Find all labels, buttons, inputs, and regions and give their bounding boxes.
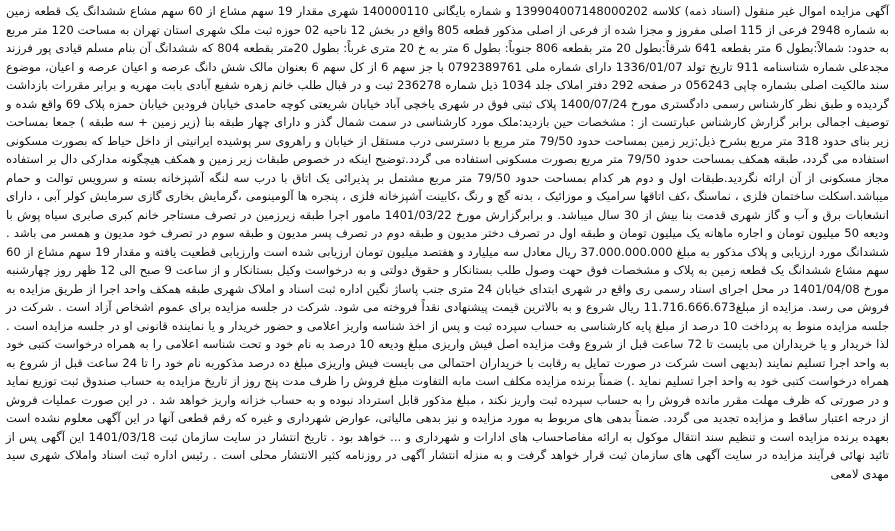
notice-body: کلاسه 139904007148000202 و شماره بایگانی 140000110 شهری مقدار 19 سهم مشاع از 60 سهم مشاع ششدانگ یک قطعه زمین به شماره 2948 فرعی از 115 اصلی مفروز و مجزا شده از فرعی از اصلی مذکور قطعه 805 واقع در بخش 12 ناحیه 02 حوزه ثبت ملک شهری استان تهران به مساحت 120 متر مربع به حدود: شمالاً:بطول 6 متر بقطعه 641 شرقاً:بطول 20 متر بقطعه 806 جنوباً: بطول 6 متر به خ 20 متری غرباً: بطول 20متر بقطعه 804 که ششدانگ آن بنام مسلم قیادی پور فرزند مجدعلی شماره شناسنامه 911 تاریخ تولد 1336/01/07 دارای شماره ملی 0792389761 با جز سهم 6 از کل سهم 6 بعنوان مالک شش دانگ عرصه و اعیان عرصه و اعیان، موضوع سند مالکیت اصلی بشماره چاپی 056243 در صفحه 292 دفتر املاک جلد 1034 ذیل شماره 236278 ثبت و در قبال طلب خانم زهره شفیع آبادی بابت مهریه و برابر مقررات بازداشت گردیده و طبق نظر کارشناس رسمی دادگستری مورخ 1400/07/24 پلاک ثبتی فوق در شهری یاخچی آباد خیابان شریعتی کوچه حامدی خیابان فرودین خیابان حمزه پلاک 69 واقع شده و توصیف اجمالی برابر گزارش کارشناس عبارتست از : مشخصات حین بازدید:ملک مورد کارشناسی در سمت شمال گذر و دارای چهار طبقه بنا (زیر زمین + سه طبقه ) جمعا بمساحت زیر بنای حدود 318 متر مربع بشرح ذیل:زیر زمین بمساحت حدود 79/50 متر مربع با دسترسی درب مستقل از خیابان و راهروی سر پوشیده ایرانیتی از داخل حیاط که بصورت مسکونی استفاده می گردد، طبقه همکف بمساحت حدود 79/50 متر مربع بصورت مسکونی استفاده می گردد.توضیح اینکه در خصوص طبقات زیر زمین و همکف هیچگونه مدارکی دال بر استفاده مجاز مسکونی از آن ارائه نگردید.طبقات اول و دوم هر کدام بمساحت حدود 79/50 متر مربع مشتمل بر پذیرائی یک اتاق با درب سه لنگه آشپزخانه بسته و سرویس توالت و حمام میباشد.اسکلت ساختمان فلزی ، نماسنگ ،کف اتاقها سرامیک و موزائیک ، بدنه گچ و رنگ ،کابینت آشپزخانه فلزی ، پنجره ها آلومینومی ،گرمایش بخاری گازی سرمایش کولر آبی ، دارای انشعابات برق و آب و گاز شهری قدمت بنا بیش از 30 سال میباشد. و برابرگزارش مورخ 1401/03/22 مامور اجرا طبقه زیرزمین در تصرف مستاجر خانم کبری صابری سیاه پوش با ودیعه 50 میلیون تومان و اجاره ماهانه یک میلیون تومان و طبقه اول در تصرف دختر مدیون و طبقه دوم در تصرف پسر مدیون و طبقه سوم در تصرف خود مدیون و همسر می باشد . ششدانگ مورد ارزیابی و پلاک مذکور به مبلغ 37.000.000.000 ریال معادل سه میلیارد و هفتصد میلیون تومان ارزیابی شده است وارزیابی قطعیت یافته و مقدار 19 سهم مشاع از 60 سهم مشاع ششدانگ یک قطعه زمین به پلاک و مشخصات فوق حهت وصول طلب بستانکار و حقوق دولتی و به درخواست وکیل بستانکار و از ساعت 9 صبح الی 12 ظهر روز چهارشنبه مورخ 1401/04/08 در محل اجرای اسناد رسمی ری واقع در شهری ابتدای خیابان 24 متری جنب پاساژ نگین اداره ثبت اسناد و املاک شهری طبقه همکف واحد اجرا از طریق مزایده به فروش می رسد. مزایده از مبلغ11.716.666.673 ریال شروع و به بالاترین قیمت پیشنهادی نقداً فروخته می شود. شرکت در جلسه مزایده برای عموم اشخاص آزاد است . شرکت در جلسه مزایده منوط به پرداخت 10 درصد از مبلغ پایه کارشناسی به حساب سپرده ثبت و پس از اخذ شناسه واریز اعلامی و حضور خریدار و یا نماینده قانونی او در جلسه مزایده است . لذا خریدار و یا خریداران می بایست تا 72 ساعت قبل از شروع وقت مزایده اصل فیش واریزی مبلغ ودیعه 10 درصد به نام خود و تحت شناسه اعلامی را به همراه درخواست کتبی خود به واحد اجرا تسلیم نمایند (بدیهی است شرکت در صورت تمایل به رقابت با خریداران احتمالی می بایست فیش واریزی مبلغ ده درصد مذکوربه نام خود را تا 24 ساعت قبل از شروع به همراه درخواست کتبی خود به واحد اجرا تسلیم نماید .) ضمناً برنده مزایده مکلف است مابه التفاوت مبلغ فروش را ظرف مدت پنج روز از تاریخ مزایده به حساب صندوق ثبت توزیع نماید و در صورتی که ظرف مهلت مقرر مانده فروش را به حساب سپرده ثبت واریز نکند ، مبلغ مذکور قابل استرداد نبوده و به حساب خزانه واریز خواهد شد . در این صورت عملیات فروش از درجه اعتبار ساقط و مزایده تجدید می گردد. ضمناً بدهی های مربوط به مورد مزایده و نیز بدهی مالیاتی، عوارض شهرداری و غیره که رقم قطعی آنها در این آگهی معلوم نشده است بعهده برنده مزایده است و تنظیم سند انتقال موکول به ارائه مفاصاحساب های ادارات و شهرداری و ... خواهد بود . تاریخ انتشار در سایت سازمان ثبت 1401/03/18 این آگهی پس از تائید نهائی فرآیند مزایده در سایت آگهی های سازمان ثبت قرار خواهد گرفت و به منزله انتشار آگهی در روزنامه کثیر الانتشار محلی است . رئیس اداره ثبت اسناد واملاک شهری سید مهدی لامعی (6, 4, 890, 481)
notice-title: آگهی مزایده اموال غیر منقول (اسناد ذمه) (684, 4, 889, 18)
